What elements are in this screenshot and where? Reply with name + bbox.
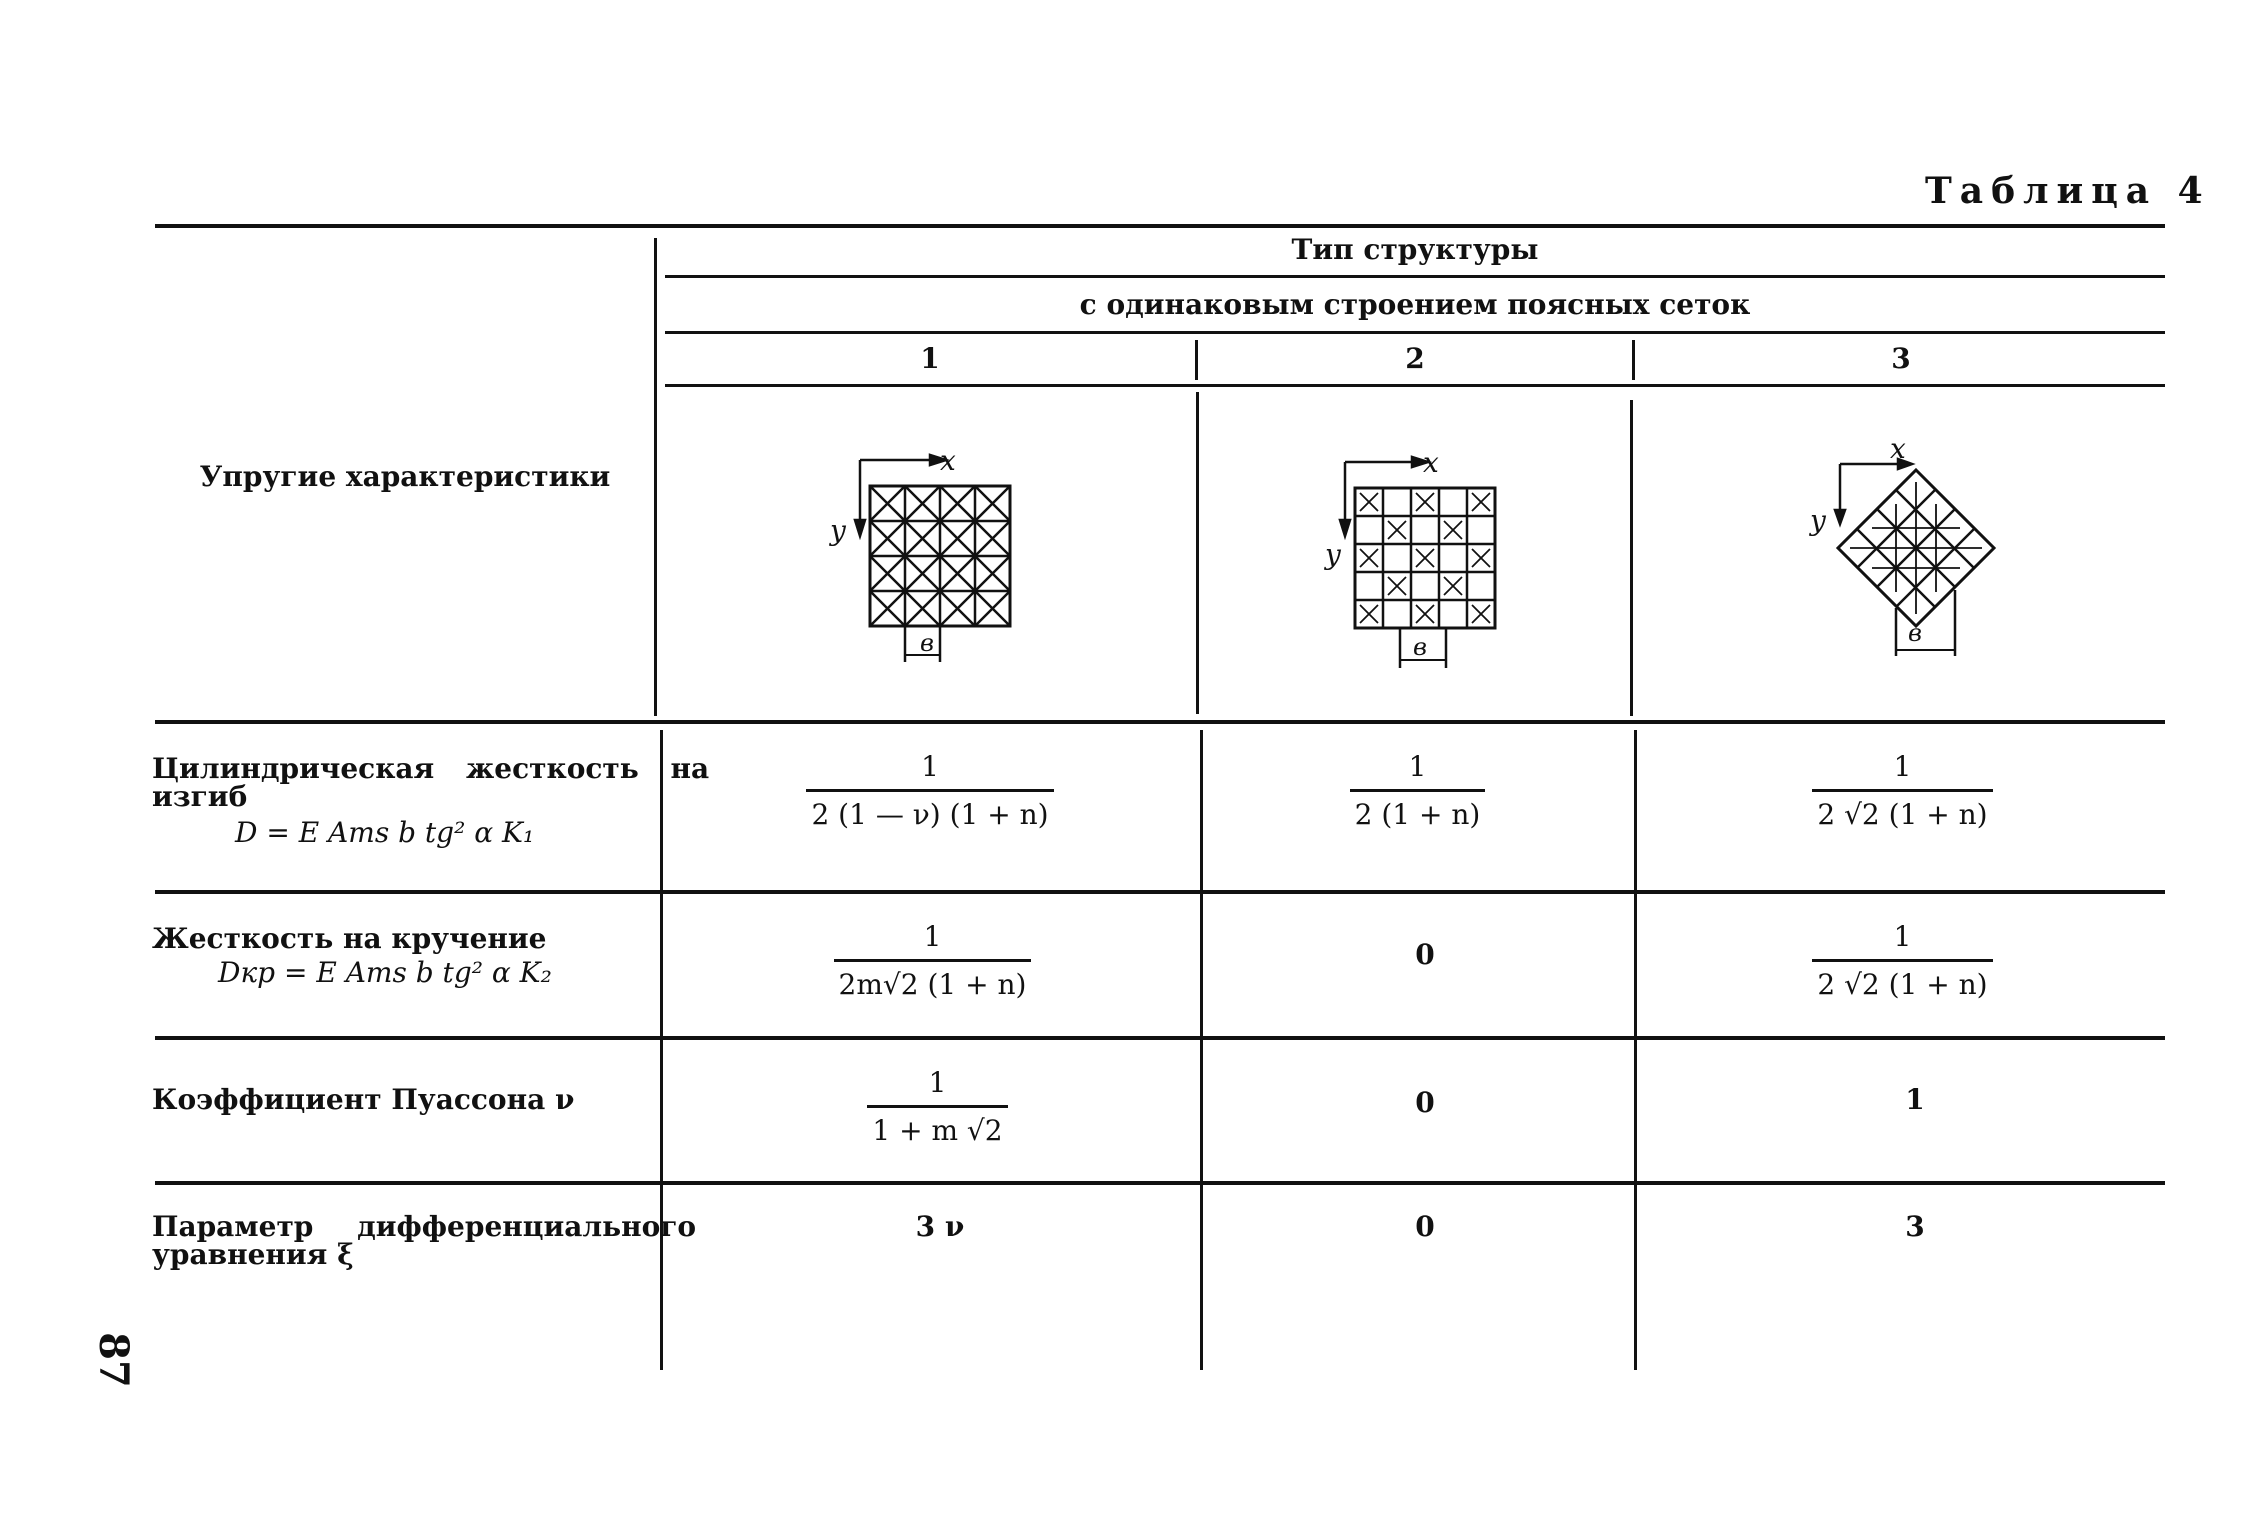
- col-divider-1-2-head: [1195, 340, 1198, 380]
- row-1-formula: D = E Ams b tg² α K₁: [235, 816, 535, 849]
- table-title: Таблица 4: [1925, 170, 2211, 212]
- row-rule-2: [155, 1036, 2165, 1040]
- row-1-col-1-value: 1 2 (1 — ν) (1 + n): [795, 750, 1065, 831]
- column-header-2: 2: [1405, 342, 1425, 375]
- column-header-3: 3: [1891, 342, 1911, 375]
- row-3-col-2-value: 0: [1415, 1086, 1435, 1119]
- row-1-col-2-value: 1 2 (1 + n): [1340, 750, 1495, 831]
- header-rule-1: [665, 275, 2165, 278]
- diagram-2-dim-label: в: [1413, 633, 1427, 661]
- page-number: 87: [89, 1332, 137, 1388]
- diagram-1-axis-y: y: [830, 514, 846, 547]
- row-1-label: Цилиндрическая жесткость на: [152, 752, 710, 785]
- row-2-col-2-value: 0: [1415, 938, 1435, 971]
- row-3-col-3-value: 1: [1905, 1083, 1925, 1116]
- row-4-label: Параметр дифференциального: [152, 1210, 697, 1243]
- diagram-3-axis-x: x: [1890, 432, 1906, 465]
- header-group-2: с одинаковым строением поясных сеток: [1079, 288, 1751, 321]
- row-2-formula: Dкр = E Ams b tg² α K₂: [218, 956, 552, 989]
- diagram-2-axis-x: x: [1423, 446, 1439, 479]
- row-1-label-cont: изгиб: [152, 780, 248, 813]
- row-4-label-cont: уравнения ξ: [152, 1238, 354, 1271]
- col-divider-2-3: [1630, 400, 1633, 716]
- col-divider-1-2: [1196, 392, 1199, 714]
- header-rule-3: [665, 384, 2165, 387]
- row-2-label: Жесткость на кручение: [152, 922, 547, 955]
- row-2-col-3-value: 1 2 √2 (1 + n): [1770, 920, 2035, 1001]
- row-2-col-1-value: 1 2m√2 (1 + n): [800, 920, 1065, 1001]
- row-4-col-1-value: 3 ν: [915, 1210, 965, 1243]
- header-group-1: Тип структуры: [1291, 233, 1539, 266]
- col-divider-1-2-body: [1200, 730, 1203, 1370]
- top-rule: [155, 224, 2165, 228]
- row-rule-3: [155, 1181, 2165, 1185]
- row-3-label: Коэффициент Пуассона ν: [152, 1083, 575, 1116]
- diagram-2-axis-y: y: [1325, 538, 1341, 571]
- diagram-3-dim-label: в: [1908, 619, 1922, 647]
- diagram-1-axis-x: x: [940, 444, 956, 477]
- col-divider-2-3-head: [1632, 340, 1635, 380]
- row-4-col-3-value: 3: [1905, 1210, 1925, 1243]
- row-1-col-3-value: 1 2 √2 (1 + n): [1770, 750, 2035, 831]
- row-label-header: Упругие характеристики: [199, 460, 611, 493]
- col-divider-label-body: [660, 730, 663, 1370]
- row-3-col-1-value: 1 1 + m √2: [850, 1066, 1025, 1147]
- col-divider-2-3-body: [1634, 730, 1637, 1370]
- header-rule-2: [665, 331, 2165, 334]
- diagram-1-dim-label: в: [920, 629, 934, 657]
- column-header-1: 1: [920, 342, 940, 375]
- header-bottom-rule: [155, 720, 2165, 724]
- row-4-col-2-value: 0: [1415, 1210, 1435, 1243]
- row-rule-1: [155, 890, 2165, 894]
- diagram-3-axis-y: y: [1810, 504, 1826, 537]
